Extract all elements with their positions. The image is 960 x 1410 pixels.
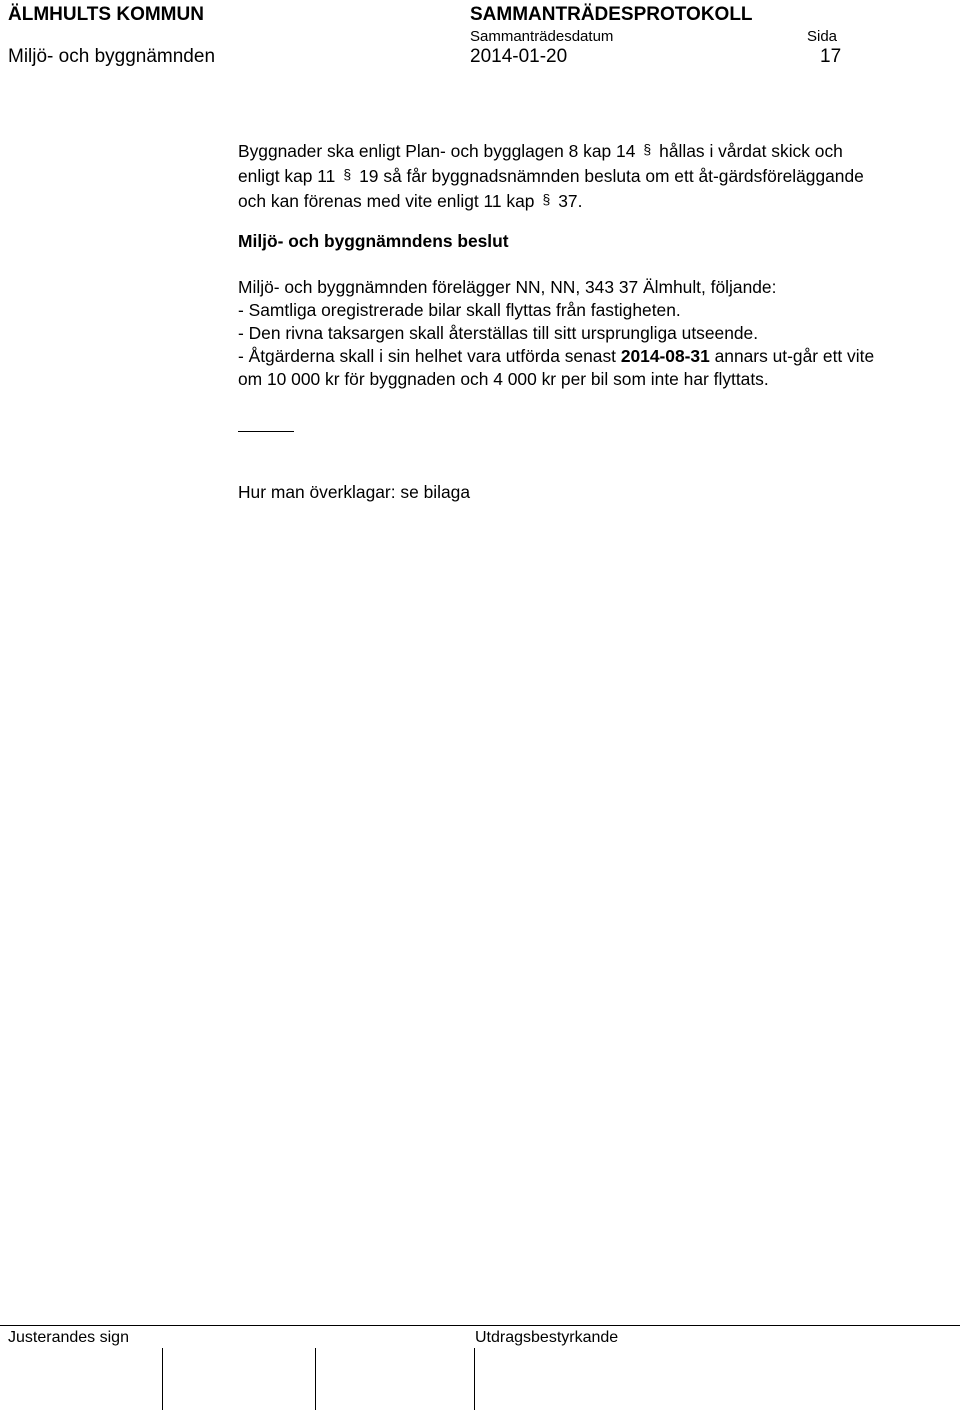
decision-item: - Åtgärderna skall i sin helhet vara utförda senast 2014-08-31 annars ut-går ett vite om 10 000 kr för byggnaden och 4 000 kr per bil som inte har flyttats. [238,346,875,389]
organization-name: ÄLMHULTS KOMMUN [8,4,204,25]
section-sign: § [643,141,652,157]
document-type: SAMMANTRÄDESPROTOKOLL [470,4,753,25]
footer-divider [0,1325,960,1326]
decision-item: - Samtliga oregistrerade bilar skall flyttas från fastigheten. [238,300,681,320]
signature-box-divider [162,1348,163,1410]
decision-item: - Den rivna taksargen skall återställas till sitt ursprungliga utseende. [238,323,759,343]
meeting-date-label: Sammanträdesdatum [470,28,614,45]
page-number: 17 [820,46,842,67]
signature-box-divider [474,1348,475,1410]
decision-intro: Miljö- och byggnämnden förelägger NN, NN, 343 37 Älmhult, följande: [238,277,777,297]
footer-signature-label: Justerandes sign [8,1329,129,1346]
legal-text-part: 19 så får byggnadsnämnden besluta om ett åt-gärdsföreläggande och kan förenas med vite enligt 11 kap [238,166,864,211]
appeal-info: Hur man överklagar: se bilaga [238,482,470,502]
legal-basis-paragraph [238,138,878,213]
meeting-date: 2014-01-20 [470,46,568,67]
decision-text [238,276,878,391]
signature-box-divider [315,1348,316,1410]
page-label: Sida [807,28,838,45]
committee-name: Miljö- och byggnämnden [8,46,216,67]
legal-text-part: hållas i vårdat skick och enligt kap 11 [238,141,843,186]
separator-line [238,431,294,432]
decision-heading: Miljö- och byggnämndens beslut [238,231,509,251]
deadline-date: 2014-08-31 [620,346,710,366]
section-sign: § [542,191,551,207]
section-sign: § [343,166,352,182]
footer-certification-label: Utdragsbestyrkande [475,1329,619,1346]
legal-text-part: 37. [558,191,583,211]
legal-text-part: Byggnader ska enligt Plan- och bygglagen 8 kap 14 [238,141,636,161]
